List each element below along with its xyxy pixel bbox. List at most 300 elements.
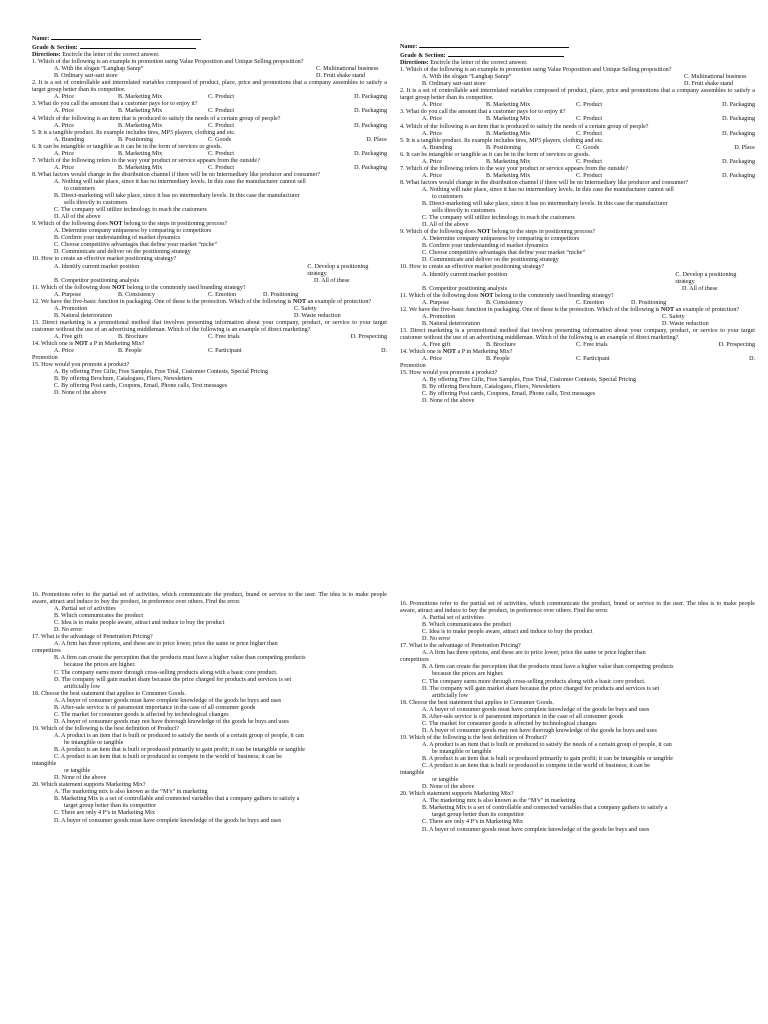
q8-b2: sells directly to customers [432, 208, 496, 215]
q7-a: A. Price [54, 164, 74, 171]
q19-d: D. None of the above [422, 784, 475, 791]
q2-c: C. Product [208, 94, 235, 101]
question-19 [32, 726, 387, 782]
q20-d: D. A buyer of consumer goods must have complete knowledge of the goods he buys and uses [54, 817, 282, 824]
q16-a: A. Partial set of activities [54, 606, 116, 613]
q4-d: D. Packaging [722, 130, 755, 137]
q19-b: B. A product is an item that is built or produced primarily to gain profit; it can be intangible or tangible [54, 747, 305, 754]
question-19 [400, 735, 755, 791]
question-text [32, 123, 387, 130]
q17-b2: because the prices are higher. [64, 662, 136, 669]
q4-b: B. Marketing Mix [118, 122, 163, 129]
q17-stem: 17. What is the advantage of Penetration Pricing? [32, 634, 153, 641]
q9-b: B. Confirm your understanding of market dynamics [54, 235, 181, 242]
question-2 [400, 88, 755, 109]
q17-a2: competitors [400, 657, 429, 664]
q12-stem_pre: 12. We have the five-basic function in packaging. One of these is the protection. Which of the following is [400, 306, 661, 313]
question-text [32, 369, 387, 397]
q10-b: B. Competitor positioning analysis [54, 277, 139, 284]
question-text [32, 66, 387, 73]
q10-b: B. Competitor positioning analysis [422, 285, 507, 292]
q4-b: B. Marketing Mix [486, 130, 531, 137]
q13-b: B. Brochure [486, 341, 516, 348]
q10-c: C. Develop a positioning strategy [675, 271, 737, 285]
q12-stem_post: an example of protection? [674, 306, 740, 313]
q18-b: B. After-sale service is of paramount importance in the case of all consumer goods [422, 713, 624, 720]
q20-c: C. There are only 4 P’s in Marketing Mix [422, 819, 523, 826]
question-text [32, 179, 387, 221]
q8-d: D. All of the above [422, 222, 469, 229]
q12-b: B. Natural deterioration [54, 312, 113, 319]
q19-stem: 19. Which of the following is the best definition of Product? [400, 734, 547, 741]
q8-b1: B. Direct-marketing will take place, since it has no intermediary levels. In this case the manufacturer [422, 201, 668, 208]
question-10 [400, 264, 755, 292]
question-text [32, 306, 387, 313]
question-text [32, 698, 387, 726]
q7-c: C. Product [208, 164, 235, 171]
q9-d: D. Communicate and deliver on the positioning strategy [54, 249, 191, 256]
q7-stem: 7. Which of the following refers to the way your product or service appears from the outside? [32, 157, 260, 164]
question-text [32, 341, 387, 348]
q14-d_tail: Promotion [32, 355, 58, 362]
q18-a: A. A buyer of consumer goods must have complete knowledge of the goods he buys and uses [422, 706, 650, 713]
question-text [32, 108, 387, 115]
q11-b: B. Consistency [118, 291, 155, 298]
question-1 [400, 67, 755, 88]
question-15 [32, 362, 387, 397]
q11-stem_bold: NOT [480, 292, 494, 299]
q2-d: D. Packaging [354, 94, 387, 101]
q7-b: B. Marketing Mix [118, 164, 163, 171]
q2-a: A. Price [54, 94, 74, 101]
q8-stem: 8. What factors would change in the distribution channel if there will be no Intermediary like producer and consumer? [32, 171, 321, 178]
q20-d: D. A buyer of consumer goods must have complete knowledge of the goods he buys and uses [422, 826, 650, 833]
q15-c: C. By offering Post cards, Coupons, Email, Phone calls, Text messages [54, 383, 228, 390]
q1-a: A. With the slogan “Langhap Sarap” [422, 74, 512, 81]
q18-c: C. The market for consumer goods is affected by technological changes [54, 711, 229, 718]
question-15 [400, 370, 755, 405]
question-text [400, 777, 755, 791]
question-text [32, 655, 387, 690]
question-text [400, 798, 755, 833]
q5-c: C. Goods [576, 144, 600, 151]
q18-stem: 18. Choose the best statement that applies to Consumer Goods. [32, 690, 186, 697]
question-text [400, 236, 755, 264]
q5-a: A. Branding [54, 136, 85, 143]
question-text [32, 165, 387, 172]
question-text [400, 707, 755, 735]
q6-c: C. Product [208, 150, 235, 157]
q20-b2: target group better than its competitor [64, 803, 157, 810]
question-text [400, 145, 755, 152]
q4-a: A. Price [54, 122, 74, 129]
question-text [400, 377, 755, 405]
q12-d: D. Waste reduction [662, 320, 709, 327]
q1-c: C. Multinational business [684, 74, 747, 81]
q5-b: B. Positioning [486, 144, 521, 151]
q18-b: B. After-sale service is of paramount importance in the case of all consumer goods [54, 704, 256, 711]
q14-stem_post: a P in Marketing Mix? [87, 341, 145, 348]
question-7 [32, 158, 387, 172]
q8-a2: to customers [432, 193, 463, 200]
q7-a: A. Price [422, 172, 442, 179]
q11-stem_bold: NOT [112, 284, 126, 291]
name-line [32, 34, 387, 43]
q18-stem: 18. Choose the best statement that applies to Consumer Goods. [400, 699, 554, 706]
q13-stem: 13. Direct marketing is a promotional method that involves presenting information about your company, product, or service to your target customer without the use of an advertising middleman. Which of the following is an example of direct marketing? [32, 319, 387, 333]
grade-blank[interactable] [448, 51, 564, 57]
question-10 [32, 256, 387, 284]
q1-stem: 1. Which of the following is an example in promotion using Value Proposition and Unique Selling proposition? [400, 67, 672, 74]
question-text [400, 314, 755, 321]
q14-d: D. [749, 356, 755, 363]
q20-stem: 20. Which statement supports Marketing Mix? [400, 791, 514, 798]
question-17 [32, 634, 387, 690]
q10-d: D. All of these [314, 277, 350, 284]
header-grade_label: Grade & Section: [32, 45, 78, 52]
grade-line [32, 43, 387, 52]
question-text [32, 264, 387, 278]
q15-stem: 15. How would you promote a product? [400, 370, 498, 377]
q16-c: C. Idea is to make people aware, attract and induce to buy the product [422, 629, 593, 636]
q14-c: C. Participant [208, 348, 242, 355]
q10-a: A. Identify current market position [54, 263, 140, 270]
q20-a: A. The marketing mix is also known as the “M’s” in marketing [422, 798, 576, 805]
q8-c: C. The company will utilize technology to reach the customers [422, 215, 575, 222]
q20-a: A. The marketing mix is also known as the “M’s” in marketing [54, 789, 208, 796]
q6-d: D. Packaging [354, 150, 387, 157]
q11-c: C. Emotion [208, 291, 237, 298]
q3-b: B. Marketing Mix [118, 108, 163, 115]
q5-c: C. Goods [208, 136, 232, 143]
q13-a: A. Free gift [422, 341, 451, 348]
q13-stem: 13. Direct marketing is a promotional method that involves presenting information about your company, product, or service to your target customer without the use of an advertising middleman. Which of the following is an example of direct marketing? [400, 327, 755, 341]
q16-stem: 16. Promotions refer to the partial set of activities, which communicate the product, brand or service to the user. The idea is to make people aware, attract and induce to buy the product, in preference over others. Find the error. [400, 601, 755, 615]
q9-stem_pre: 9. Which of the following does [400, 229, 478, 236]
q16-b: B. Which communicates the product [54, 613, 144, 620]
q3-c: C. Product [208, 108, 235, 115]
q19-c1: C. A product is an item that is built or produced to compete in the world of business; it can be [422, 763, 650, 770]
q8-c: C. The company will utilize technology to reach the customers [54, 207, 207, 214]
q8-d: D. All of the above [54, 214, 101, 221]
q15-b: B. By offering Brochure, Catalogues, Fliers, Newsletters [54, 376, 193, 383]
q14-c: C. Participant [576, 356, 610, 363]
question-text [400, 615, 755, 643]
question-text [32, 299, 387, 306]
q3-d: D. Packaging [722, 116, 755, 123]
q9-c: C. Choose competitive advantages that define your market “niche” [422, 250, 585, 257]
q15-d: D. None of the above [54, 390, 107, 397]
question-text [32, 789, 387, 824]
question-text [32, 313, 387, 320]
question-text [32, 292, 387, 299]
q9-a: A. Determine company uniqueness by comparing to competitors [54, 228, 212, 235]
q17-a1: A. A firm has three options, and these are to price lower, price the same or price higher than [422, 650, 646, 657]
question-3 [32, 101, 387, 115]
question-text [400, 300, 755, 307]
q1-d: D. Fruit shake stand [684, 81, 734, 88]
worksheet-bottom-left [32, 592, 387, 825]
q11-d: D. Positioning [263, 291, 299, 298]
q5-d: D. Place [734, 144, 755, 151]
question-text [32, 228, 387, 256]
question-text [400, 74, 755, 81]
q19-c1: C. A product is an item that is built or produced to compete in the world of business; it can be [54, 754, 282, 761]
question-17 [400, 643, 755, 699]
q11-a: A. Purpose [422, 299, 450, 306]
q10-d: D. All of these [682, 285, 718, 292]
question-20 [400, 791, 755, 833]
q16-b: B. Which communicates the product [422, 622, 512, 629]
q11-a: A. Purpose [54, 291, 82, 298]
q4-a: A. Price [422, 130, 442, 137]
q17-a1: A. A firm has three options, and these are to price lower, price the same or price higher than [54, 641, 278, 648]
q6-b: B. Marketing Mix [486, 158, 531, 165]
name-blank[interactable] [419, 42, 569, 48]
question-5 [32, 130, 387, 144]
question-text [400, 356, 755, 363]
q13-c: C. Free trials [576, 341, 608, 348]
q13-b: B. Brochure [118, 333, 148, 340]
q4-stem: 4. Which of the following is an item that is produced to satisfy the needs of a certain group of people? [400, 123, 649, 130]
q1-b: B. Ordinary sari-sari store [422, 81, 486, 88]
q9-b: B. Confirm your understanding of market dynamics [422, 243, 549, 250]
q11-stem_pre: 11. Which of the following does [32, 284, 113, 291]
question-14 [32, 341, 387, 362]
question-text [400, 131, 755, 138]
q17-d1: D. The company will gain market share because the price charged for products and services is set [422, 685, 660, 692]
q9-stem_post: belong to the steps in positioning process? [122, 221, 228, 228]
q11-stem_pre: 11. Which of the following does [400, 292, 481, 299]
header-name_label: Name: [400, 44, 418, 50]
question-3 [400, 109, 755, 123]
q12-c: C. Safety [294, 305, 317, 312]
question-9 [400, 229, 755, 264]
q19-a1: A. A product is an item that is built or produced to satisfy the needs of a certain group of people, it can [54, 732, 304, 739]
name-line [400, 42, 755, 51]
header-directions_label: Directions: [400, 60, 429, 67]
question-text [32, 151, 387, 158]
q1-d: D. Fruit shake stand [316, 73, 366, 80]
q12-b: B. Natural deterioration [422, 320, 481, 327]
q6-stem: 6. It can be intangible or tangible as it can be in the form of services or goods. [400, 151, 591, 158]
question-14 [400, 349, 755, 370]
question-text [400, 173, 755, 180]
q11-d: D. Positioning [631, 299, 667, 306]
q5-d: D. Place [366, 136, 387, 143]
question-text [400, 116, 755, 123]
question-text [400, 742, 755, 763]
q17-b1: B. A firm can create the perception that the products must have a higher value than competing products [422, 664, 674, 671]
q16-d: D. No error [422, 636, 451, 643]
q13-a: A. Free gift [54, 333, 83, 340]
question-text [400, 286, 755, 293]
question-text [32, 768, 387, 782]
q19-d: D. None of the above [54, 775, 107, 782]
q14-a: A. Price [54, 348, 74, 355]
q18-c: C. The market for consumer goods is affected by technological changes [422, 720, 597, 727]
q12-c: C. Safety [662, 313, 685, 320]
q18-d: D. A buyer of consumer goods may not have thorough knowledge of the goods he buys and uses [54, 718, 289, 725]
q19-b: B. A product is an item that is built or produced primarily to gain profit; it can be intangible or tangible [422, 756, 673, 763]
q20-c: C. There are only 4 P’s in Marketing Mix [54, 810, 155, 817]
q9-c: C. Choose competitive advantages that define your market “niche” [54, 242, 217, 249]
q19-a2: be intangible or tangible [432, 748, 492, 755]
question-13 [32, 320, 387, 341]
header-name_label: Name: [32, 36, 50, 42]
header-grade_label: Grade & Section: [400, 53, 446, 60]
question-6 [400, 152, 755, 166]
question-1 [32, 59, 387, 80]
q19-stem: 19. Which of the following is the best definition of Product? [32, 725, 179, 732]
q3-c: C. Product [576, 116, 603, 123]
q6-stem: 6. It can be intangible or tangible as it can be in the form of services or goods. [32, 143, 223, 150]
q16-c: C. Idea is to make people aware, attract and induce to buy the product [54, 620, 225, 627]
q2-d: D. Packaging [722, 102, 755, 109]
question-text [32, 733, 387, 754]
q6-c: C. Product [576, 158, 603, 165]
worksheet-bottom-right [400, 601, 755, 834]
q4-c: C. Product [208, 122, 235, 129]
header-directions_text: Encircle the letter of the correct answer. [428, 60, 528, 67]
q19-c3: or tangible [432, 777, 459, 784]
q18-d: D. A buyer of consumer goods may not have thorough knowledge of the goods he buys and uses [422, 727, 657, 734]
q9-stem_bold: NOT [477, 229, 491, 236]
q12-stem_bold: NOT [292, 298, 307, 305]
q12-d: D. Waste reduction [294, 312, 341, 319]
question-18 [32, 691, 387, 726]
question-4 [400, 124, 755, 138]
grade-line [400, 51, 755, 60]
q20-b1: B. Marketing Mix is a set of controllable and connected variables that a company gathers to satisfy a [422, 805, 668, 812]
q4-c: C. Product [576, 130, 603, 137]
question-8 [32, 172, 387, 221]
question-text [400, 272, 755, 286]
q5-stem: 5. It is a tangible product. Its example includes tires, MP3 players, clothing and etc. [400, 137, 604, 144]
q14-d: D. [381, 348, 387, 355]
q10-a: A. Identify current market position [422, 271, 508, 278]
q13-c: C. Free trials [208, 333, 240, 340]
q4-stem: 4. Which of the following is an item that is produced to satisfy the needs of a certain group of people? [32, 115, 281, 122]
q17-d1: D. The company will gain market share because the price charged for products and services is set [54, 676, 292, 683]
question-16 [32, 592, 387, 634]
q7-b: B. Marketing Mix [486, 172, 531, 179]
q17-b2: because the prices are higher. [432, 671, 504, 678]
q5-stem: 5. It is a tangible product. Its example includes tires, MP3 players, clothing and etc. [32, 129, 236, 136]
question-13 [400, 328, 755, 349]
question-7 [400, 166, 755, 180]
q1-b: B. Ordinary sari-sari store [54, 73, 118, 80]
q14-stem_bold: NOT [442, 349, 456, 356]
question-text [32, 348, 387, 355]
question-text [400, 293, 755, 300]
q8-b1: B. Direct-marketing will take place, since it has no intermediary levels. In this case the manufacturer [54, 193, 300, 200]
question-9 [32, 221, 387, 256]
q2-c: C. Product [576, 102, 603, 109]
q3-stem: 3. What do you call the amount that a customer pays for to enjoy it? [400, 109, 566, 116]
q6-a: A. Price [54, 150, 74, 157]
q3-a: A. Price [422, 116, 442, 123]
question-11 [32, 285, 387, 299]
q20-stem: 20. Which statement supports Marketing Mix? [32, 782, 146, 789]
q11-stem_post: belong to the commonly used branding strategy? [125, 284, 246, 291]
q11-stem_post: belong to the commonly used branding strategy? [493, 292, 614, 299]
question-text [400, 187, 755, 229]
q14-a: A. Price [422, 356, 442, 363]
question-text [400, 321, 755, 328]
question-text [32, 285, 387, 292]
q20-b2: target group better than its competitor [432, 812, 525, 819]
q17-c: C. The company earns more through cross-selling products along with a basic core product. [54, 669, 278, 676]
grade-blank[interactable] [80, 43, 196, 49]
question-16 [400, 601, 755, 643]
q14-d_tail: Promotion [400, 363, 426, 370]
q12-a: A. Promotion [422, 313, 456, 320]
q9-stem_post: belong to the steps in positioning process? [490, 229, 596, 236]
question-text [32, 334, 387, 341]
q8-a2: to customers [64, 185, 95, 192]
q19-c2: intangible [400, 770, 425, 777]
q11-b: B. Consistency [486, 299, 523, 306]
q17-stem: 17. What is the advantage of Penetration Pricing? [400, 643, 521, 650]
q5-a: A. Branding [422, 144, 453, 151]
header-directions_label: Directions: [32, 52, 61, 59]
name-blank[interactable] [51, 34, 201, 40]
q17-d2: artificially low [64, 683, 101, 690]
q18-a: A. A buyer of consumer goods must have complete knowledge of the goods he buys and uses [54, 697, 282, 704]
question-6 [32, 144, 387, 158]
q7-stem: 7. Which of the following refers to the way your product or service appears from the outside? [400, 165, 628, 172]
q6-d: D. Packaging [722, 158, 755, 165]
q9-a: A. Determine company uniqueness by comparing to competitors [422, 236, 580, 243]
question-text [32, 278, 387, 285]
q11-c: C. Emotion [576, 299, 605, 306]
q14-b: B. People [118, 348, 142, 355]
q19-a2: be intangible or tangible [64, 739, 124, 746]
q12-stem_bold: NOT [660, 306, 675, 313]
q3-b: B. Marketing Mix [486, 116, 531, 123]
q8-a1: A. Nothing will take place, since it has no intermediary levels. In this case the manufacturer cannot sell [54, 178, 306, 185]
question-text [400, 159, 755, 166]
q20-b1: B. Marketing Mix is a set of controllable and connected variables that a company gathers to satisfy a [54, 796, 300, 803]
question-text [400, 664, 755, 699]
q7-d: D. Packaging [722, 172, 755, 179]
header-directions_text: Encircle the letter of the correct answer. [60, 52, 160, 59]
q15-b: B. By offering Brochure, Catalogues, Fliers, Newsletters [422, 384, 561, 391]
q16-a: A. Partial set of activities [422, 615, 484, 622]
q2-b: B. Marketing Mix [486, 102, 531, 109]
q14-stem_bold: NOT [74, 341, 88, 348]
q17-d2: artificially low [432, 692, 469, 699]
q8-a1: A. Nothing will take place, since it has no intermediary levels. In this case the manufacturer cannot sell [422, 186, 674, 193]
q15-stem: 15. How would you promote a product? [32, 362, 130, 369]
q9-stem_pre: 9. Which of the following does [32, 221, 110, 228]
worksheet-top-right [400, 42, 755, 405]
q14-stem_pre: 14. Which one is [32, 341, 75, 348]
q3-stem: 3. What do you call the amount that a customer pays for to enjoy it? [32, 101, 198, 108]
q6-a: A. Price [422, 158, 442, 165]
q12-stem_pre: 12. We have the five-basic function in packaging. One of these is the protection. Which of the following is [32, 298, 293, 305]
q14-b: B. People [486, 356, 510, 363]
q19-c2: intangible [32, 761, 57, 768]
question-8 [400, 180, 755, 229]
q15-c: C. By offering Post cards, Coupons, Email, Phone calls, Text messages [422, 391, 596, 398]
q17-a2: competitors [32, 648, 61, 655]
question-20 [32, 782, 387, 824]
q3-a: A. Price [54, 108, 74, 115]
q8-b2: sells directly to customers [64, 200, 128, 207]
q15-a: A. By offering Free Gifts, Free Samples, Free Trial, Customer Contests, Special Pricing [422, 377, 636, 384]
